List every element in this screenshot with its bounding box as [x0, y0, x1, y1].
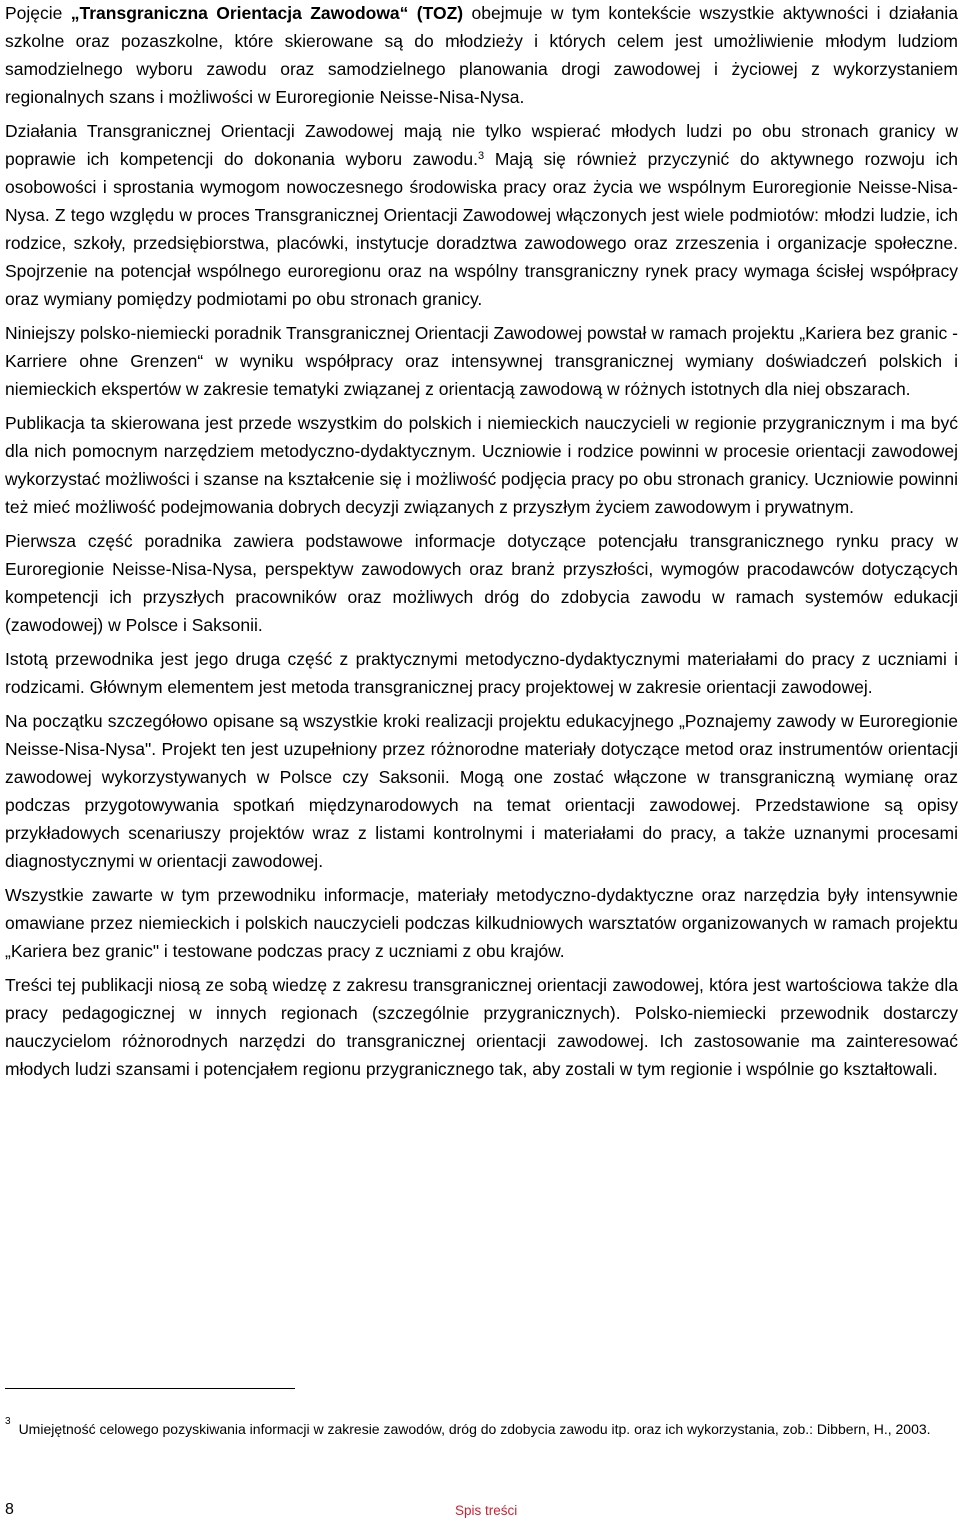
paragraph-lead: Pojęcie — [5, 3, 71, 23]
paragraph-part-one: Pierwsza część poradnika zawiera podstawowe informacje dotyczące potencjału transgranicznego rynku pracy w Euroregionie Neisse-Nisa-Nysa, perspektyw zawodowych oraz branż przyszłości, wymogów pracodawców dotyczących kompetencji ich przyszłych pracowników oraz możliwych dróg do zdobycia zawodu w ramach systemów edukacji (zawodowej) w Polsce i Saksonii. — [5, 531, 958, 635]
paragraph-text: Mają się również przyczynić do aktywnego rozwoju ich osobowości i sprostania wymogom nowoczesnego środowiska pracy oraz życia we wspólnym Euroregionie Neisse-Nisa-Nysa. Z tego względu w proces Transgranicznej Orientacji Zawodowej włączonych jest wiele podmiotów: młodzi ludzie, ich rodzice, szkoły, przedsiębiorstwa, placówki, instytucje doradztwa zawodowego oraz zrzeszenia i organizacje społeczne. Spojrzenie na potencjał wspólnego euroregionu oraz na wspólny transgraniczny rynek pracy wymaga ścisłej współpracy oraz wymiany pomiędzy podmiotami po obu stronach granicy. — [5, 149, 959, 309]
paragraph-toz-actions — [5, 117, 958, 313]
footnote-text: Umiejętność celowego pozyskiwania informacji w zakresie zawodów, dróg do zdobycia zawodu itp. oraz ich wykorzystania, zob.: Dibbern, H., 2003. — [18, 1421, 931, 1437]
footnote-number: 3 — [5, 1416, 11, 1427]
paragraph-guide-origin: Niniejszy polsko-niemiecki poradnik Transgranicznej Orientacji Zawodowej powstał w ramach projektu „Kariera bez granic - Karriere ohne Grenzen“ w wyniku współpracy oraz intensywnej transgranicznej wymiany doświadczeń polskich i niemieckich ekspertów w zakresie tematyki związanej z orientacją zawodową w różnych istotnych dla niej obszarach. — [5, 323, 958, 399]
footnote-reference[interactable]: 3 — [477, 150, 485, 162]
paragraph-text: obejmuje w tym kontekście wszystkie aktywności i działania szkolne oraz pozaszkolne, które skierowane są do młodzieży i których celem jest umożliwienie młodym ludziom samodzielnego wyboru zawodu oraz samodzielnego planowania drogi zawodowej i życiowej z wykorzystaniem regionalnych szans i możliwości w Euroregionie Neisse-Nisa-Nysa. — [5, 3, 958, 107]
paragraph-workshops: Wszystkie zawarte w tym przewodniku informacje, materiały metodyczno-dydaktyczne oraz narzędzia były intensywnie omawiane przez niemieckich i polskich nauczycieli podczas kilkudniowych warsztatów organizowanych w ramach projektu „Kariera bez granic" i testowane podczas pracy z uczniami z obu krajów. — [5, 885, 958, 961]
page-number: 8 — [5, 1501, 14, 1518]
footnote-divider — [5, 1388, 295, 1389]
paragraph-part-two: Istotą przewodnika jest jego druga część z praktycznymi metodyczno-dydaktycznymi materiałami do pracy z uczniami i rodzicami. Głównym elementem jest metoda transgranicznej pracy projektowej w zakresie orientacji zawodowej. — [5, 649, 958, 697]
toz-term: „Transgraniczna Orientacja Zawodowa“ (TOZ) — [70, 3, 464, 23]
paragraph-project-steps: Na początku szczegółowo opisane są wszystkie kroki realizacji projektu edukacyjnego „Poznajemy zawody w Euroregionie Neisse-Nisa-Nysa". Projekt ten jest uzupełniony przez różnorodne materiały dotyczące metod oraz instrumentów orientacji zawodowej wykorzystywanych w Polsce czy Saksonii. Mogą one zostać włączone w transgraniczną wymianę oraz podczas przygotowywania spotkań międzynarodowych na temat orientacji zawodowej. Przedstawione są opisy przykładowych scenariuszy projektów wraz z listami kontrolnymi i materiałami do pracy, a także uznanymi procesami diagnostycznymi w orientacji zawodowej. — [5, 711, 958, 871]
paragraph-summary: Treści tej publikacji niosą ze sobą wiedzę z zakresu transgranicznej orientacji zawodowej, która jest wartościowa także dla pracy pedagogicznej w innych regionach (szczególnie przygranicznych). Polsko-niemiecki przewodnik dostarczy nauczycielom różnorodnych narzędzi do transgranicznej orientacji zawodowej. Ich zastosowanie ma zainteresować młodych ludzi szansami i potencjałem regionu przygranicznego tak, aby zostali w tym regionie i wspólnie go kształtowali. — [5, 975, 958, 1079]
paragraph-text: Działania Transgranicznej Orientacji Zawodowej mają nie tylko wspierać młodych ludzi po obu stronach granicy w poprawie ich kompetencji do dokonania wyboru zawodu. — [5, 121, 958, 169]
document-body — [5, 0, 958, 1089]
paragraph-toz-definition — [5, 0, 958, 111]
paragraph-target-audience: Publikacja ta skierowana jest przede wszystkim do polskich i niemieckich nauczycieli w regionie przygranicznym i ma być dla nich pomocnym narzędziem metodyczno-dydaktycznym. Uczniowie i rodzice powinni w procesie orientacji zawodowej wykorzystać możliwości i szanse na kształcenie się i możliwość podjęcia pracy po obu stronach granicy. Uczniowie powinni też mieć możliwość podejmowania dobrych decyzji związanych z przyszłym życiem zawodowym i prywatnym. — [5, 413, 958, 517]
footnote — [5, 1416, 958, 1439]
table-of-contents-link[interactable]: Spis treści — [455, 1503, 518, 1518]
